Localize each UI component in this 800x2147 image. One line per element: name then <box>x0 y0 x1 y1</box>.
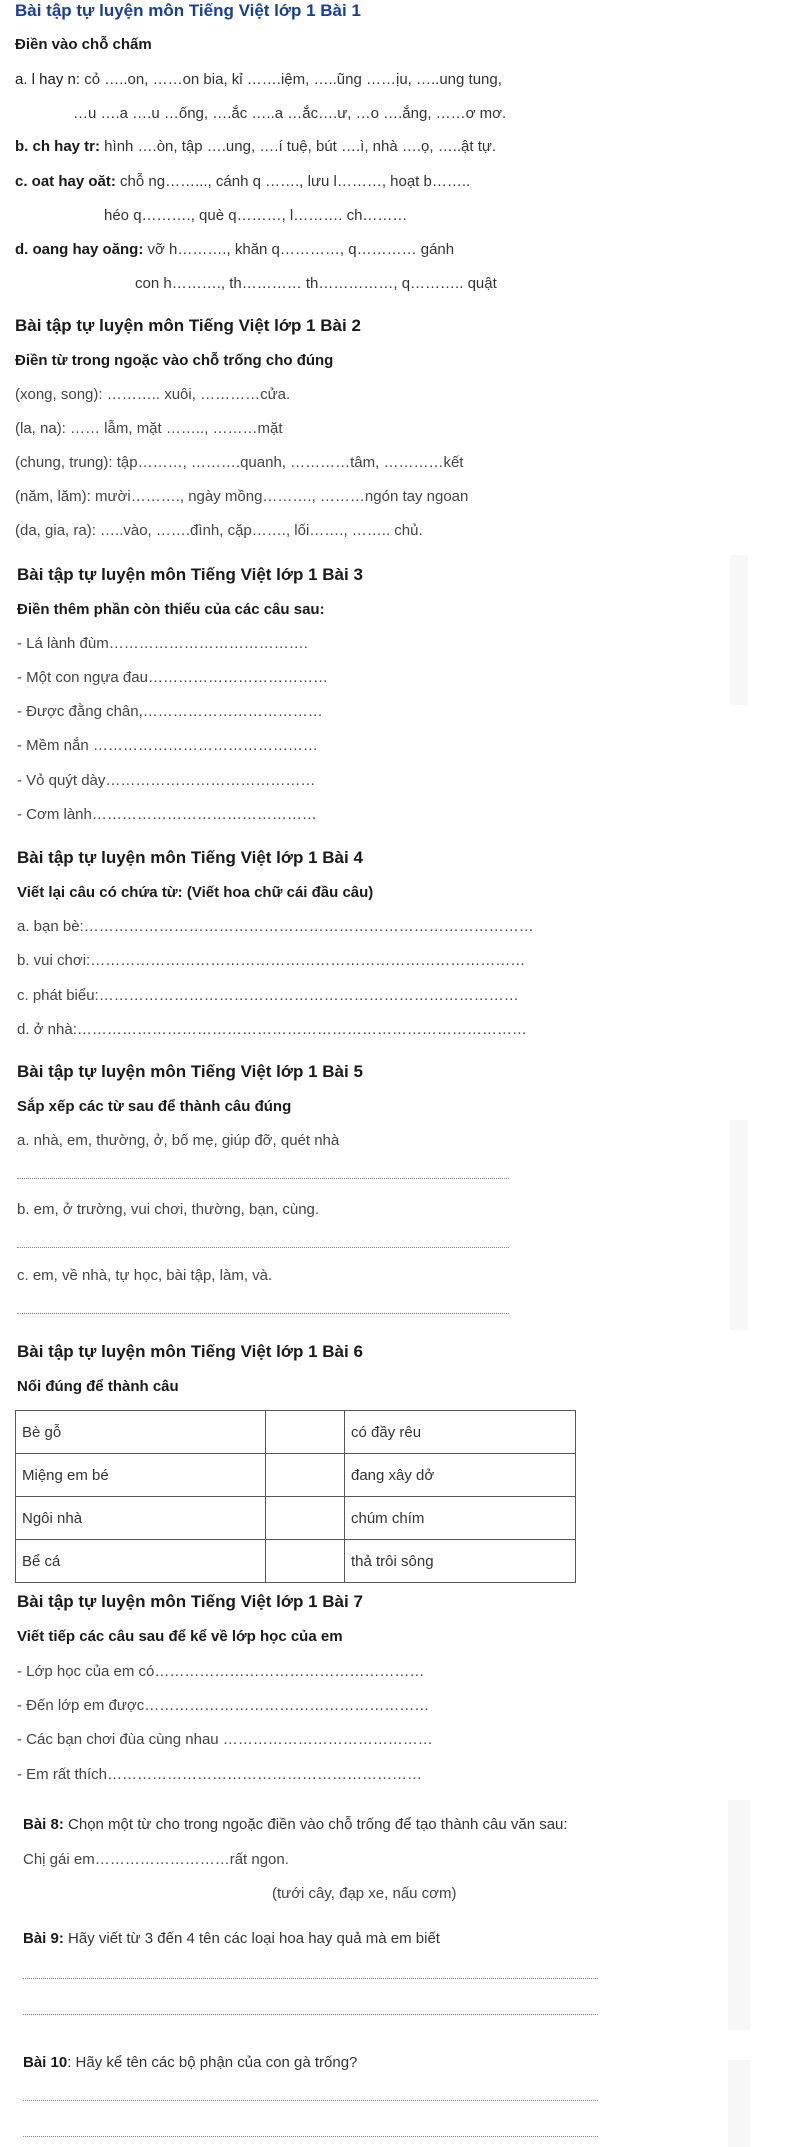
exercise-1-title: Bài tập tự luyện môn Tiếng Việt lớp 1 Bài 1 <box>15 1 361 20</box>
exercise-7-title: Bài tập tự luyện môn Tiếng Việt lớp 1 Bài 7 <box>17 1592 363 1611</box>
side-shade <box>728 1800 750 2030</box>
matching-table <box>15 1410 576 1583</box>
exercise-1d-line2: con h………., th………… th……………, q……….. quật <box>135 275 497 292</box>
table-cell-left: Miệng em bé <box>16 1454 266 1497</box>
exercise-2-line: (năm, lăm): mười………., ngày mồng………., ………ngón tay ngoan <box>15 488 469 505</box>
exercise-7-instruction: Viết tiếp các câu sau để kể về lớp học của em <box>17 1628 343 1645</box>
table-cell-left: Bể cá <box>16 1540 266 1583</box>
exercise-1c-line <box>15 172 470 192</box>
answer-line[interactable] <box>17 1247 509 1248</box>
exercise-5-instruction: Sắp xếp các từ sau để thành câu đúng <box>17 1098 292 1115</box>
table-cell-right: đang xây dở <box>345 1454 576 1497</box>
exercise-1a-line <box>15 70 502 90</box>
table-row <box>16 1497 576 1540</box>
exercise-8-choices: (tưới cây, đạp xe, nấu cơm) <box>272 1885 457 1902</box>
exercise-4-title: Bài tập tự luyện môn Tiếng Việt lớp 1 Bài 4 <box>17 848 363 867</box>
exercise-1d-text: vỡ h………., khăn q…………, q………… gánh <box>143 241 455 258</box>
table-cell-left: Ngôi nhà <box>16 1497 266 1540</box>
exercise-5-title: Bài tập tự luyện môn Tiếng Việt lớp 1 Bài 5 <box>17 1062 363 1081</box>
exercise-9-label: Bài 9: <box>23 1930 64 1947</box>
exercise-1b-label: b. ch hay tr: <box>15 138 101 155</box>
exercise-10-label: Bài 10 <box>23 2054 68 2071</box>
exercise-2-line: (da, gia, ra): …..vào, …….đình, cặp……., lối……., …….. chủ. <box>15 522 423 539</box>
exercise-10-prompt <box>23 2053 357 2073</box>
exercise-3-line: - Lá lành đùm…………………………………. <box>17 635 308 652</box>
table-cell-left: Bè gỗ <box>16 1411 266 1454</box>
side-shade <box>728 2060 750 2147</box>
exercise-4-instruction: Viết lại câu có chứa từ: (Viết hoa chữ cái đầu câu) <box>17 884 374 901</box>
exercise-8-line: Chị gái em………………………rất ngon. <box>23 1851 289 1868</box>
table-cell-middle[interactable] <box>266 1454 345 1497</box>
exercise-1c-label: c. oat hay oăt: <box>15 173 116 190</box>
exercise-6-title: Bài tập tự luyện môn Tiếng Việt lớp 1 Bài 6 <box>17 1342 363 1361</box>
answer-line[interactable] <box>17 1178 509 1179</box>
exercise-4-line: c. phát biểu:………………………………………………………………………… <box>17 987 519 1004</box>
table-cell-right: có đầy rêu <box>345 1411 576 1454</box>
exercise-5-line: c. em, về nhà, tự học, bài tập, làm, và. <box>17 1267 273 1284</box>
exercise-1d-label: d. oang hay oăng: <box>15 241 144 258</box>
side-shade <box>730 555 748 705</box>
exercise-3-line: - Một con ngựa đau……………………………… <box>17 669 328 686</box>
exercise-1c-line2: héo q………., què q………, l………. ch……… <box>104 207 408 224</box>
table-row <box>16 1540 576 1583</box>
exercise-2-title: Bài tập tự luyện môn Tiếng Việt lớp 1 Bài 2 <box>15 316 361 335</box>
exercise-4-line: d. ở nhà:……………………………………………………………………………… <box>17 1021 527 1038</box>
exercise-8-text: Chọn một từ cho trong ngoặc điền vào chỗ trống để tạo thành câu văn sau: <box>63 1816 568 1833</box>
exercise-8-prompt <box>23 1815 568 1835</box>
exercise-2-line: (chung, trung): tập………, ……….quanh, …………tâm, …………kết <box>15 454 464 471</box>
table-row <box>16 1411 576 1454</box>
side-shade <box>730 1120 748 1330</box>
exercise-3-line: - Mềm nắn ……………………………………… <box>17 737 318 754</box>
exercise-7-line: - Đến lớp em được………………………………………………… <box>17 1697 430 1714</box>
answer-line[interactable] <box>23 2136 598 2137</box>
answer-line[interactable] <box>17 1313 509 1314</box>
answer-line[interactable] <box>23 2100 598 2101</box>
exercise-3-line: - Được đằng chân,……………………………… <box>17 703 323 720</box>
table-cell-right: thả trôi sông <box>345 1540 576 1583</box>
exercise-7-line: - Em rất thích……………………………………………………… <box>17 1766 423 1783</box>
answer-line[interactable] <box>23 2014 598 2015</box>
exercise-7-line: - Lớp học của em có……………………………………………… <box>17 1663 425 1680</box>
answer-line[interactable] <box>23 1978 598 1979</box>
exercise-7-line: - Các bạn chơi đùa cùng nhau …………………………………… <box>17 1731 433 1748</box>
table-cell-middle[interactable] <box>266 1411 345 1454</box>
exercise-3-instruction: Điền thêm phần còn thiếu của các câu sau: <box>17 601 325 618</box>
exercise-1a-label: a. l hay n: <box>15 71 81 88</box>
exercise-8-label: Bài 8: <box>23 1816 64 1833</box>
exercise-6-instruction: Nối đúng để thành câu <box>17 1378 179 1395</box>
table-row <box>16 1454 576 1497</box>
exercise-1-instruction: Điền vào chỗ chấm <box>15 36 152 53</box>
table-cell-middle[interactable] <box>266 1497 345 1540</box>
exercise-3-title: Bài tập tự luyện môn Tiếng Việt lớp 1 Bài 3 <box>17 565 363 584</box>
exercise-4-line: b. vui chơi:…………………………………………………………………………… <box>17 952 526 969</box>
exercise-1b-line <box>15 137 496 157</box>
exercise-3-line: - Vỏ quýt dày…………………………………… <box>17 772 316 789</box>
exercise-5-line: b. em, ở trường, vui chơi, thường, bạn, cùng. <box>17 1201 320 1218</box>
exercise-3-line: - Cơm lành……………………………………… <box>17 806 317 823</box>
exercise-1d-line <box>15 240 454 260</box>
exercise-9-text: Hãy viết từ 3 đến 4 tên các loại hoa hay quả mà em biết <box>63 1930 440 1947</box>
table-cell-middle[interactable] <box>266 1540 345 1583</box>
exercise-9-prompt <box>23 1929 440 1949</box>
table-cell-right: chúm chím <box>345 1497 576 1540</box>
exercise-2-instruction: Điền từ trong ngoặc vào chỗ trống cho đúng <box>15 352 334 369</box>
exercise-4-line: a. bạn bè:……………………………………………………………………………… <box>17 918 534 935</box>
exercise-10-text: : Hãy kể tên các bộ phận của con gà trống? <box>67 2054 358 2071</box>
exercise-1a-line2: …u ….a ….u …ống, ….ắc …..a …ắc….ư, …o ….ắng, ……ơ mơ. <box>73 105 507 122</box>
exercise-2-line: (la, na): …… lẫm, mặt …….., ………mặt <box>15 420 283 437</box>
exercise-1a-text: cỏ …..on, ……on bia, kỉ …….iệm, …..ũng ……ịu, …..ung tung, <box>80 71 502 88</box>
exercise-2-line: (xong, song): ……….. xuôi, …………cửa. <box>15 386 291 403</box>
exercise-1c-text: chỗ ng……..., cánh q ……., lưu l………, hoạt b…….. <box>115 173 471 190</box>
exercise-5-line: a. nhà, em, thường, ở, bố mẹ, giúp đỡ, quét nhà <box>17 1132 340 1149</box>
exercise-1b-text: hình ….òn, tập ….ung, ….í tuệ, bút ….ì, nhà ….ọ, …..ật tự. <box>100 138 497 155</box>
